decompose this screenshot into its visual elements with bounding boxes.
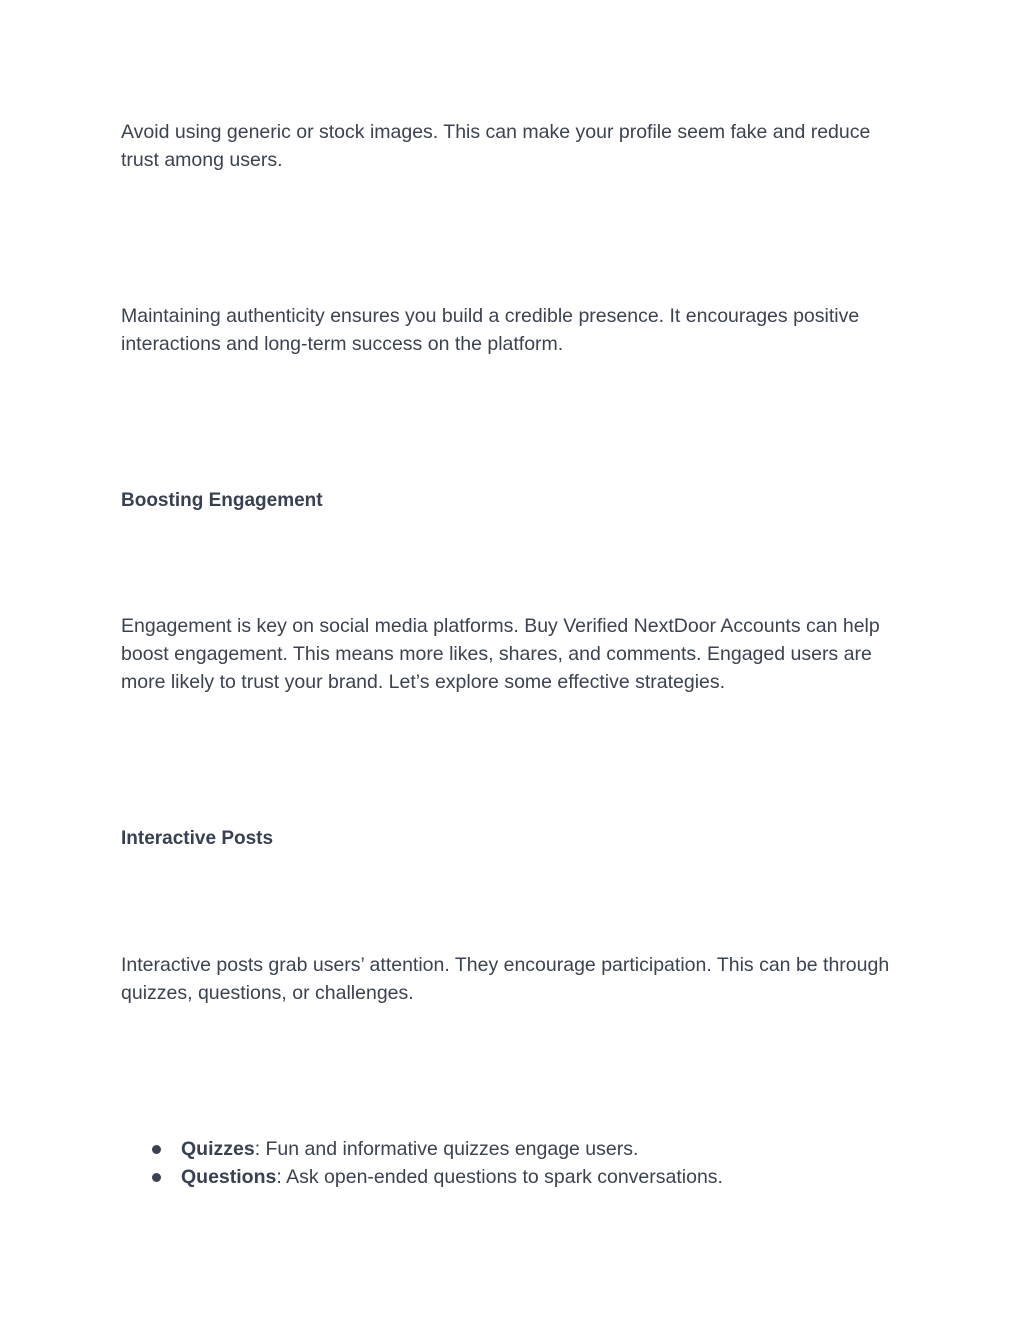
paragraph-stock-images: Avoid using generic or stock images. This can make your profile seem fake and reduce trust among users. bbox=[121, 121, 871, 171]
bullet-icon bbox=[152, 1173, 161, 1182]
list-item-text: : Ask open-ended questions to spark conversations. bbox=[276, 1166, 723, 1188]
paragraph-interactive-posts: Interactive posts grab users’ attention. They encourage participation. This can be through quizzes, questions, or challenges. bbox=[121, 954, 890, 1004]
list-item-term: Quizzes bbox=[181, 1138, 255, 1160]
list-item-quizzes bbox=[121, 1135, 911, 1163]
paragraph-authenticity: Maintaining authenticity ensures you build a credible presence. It encourages positive interactions and long-term success on the platform. bbox=[121, 305, 860, 355]
heading-boosting-engagement: Boosting Engagement bbox=[121, 490, 323, 511]
list-item-term: Questions bbox=[181, 1166, 277, 1188]
list-item-text: : Fun and informative quizzes engage users. bbox=[254, 1138, 639, 1160]
bullet-icon bbox=[152, 1145, 161, 1154]
list-item-questions bbox=[121, 1163, 911, 1191]
bullet-list bbox=[121, 1135, 911, 1191]
paragraph-engagement: Engagement is key on social media platforms. Buy Verified NextDoor Accounts can help boost engagement. This means more likes, shares, and comments. Engaged users are more likely to trust your brand. Let’s explore some effective strategies. bbox=[121, 615, 880, 693]
heading-interactive-posts: Interactive Posts bbox=[121, 828, 274, 849]
